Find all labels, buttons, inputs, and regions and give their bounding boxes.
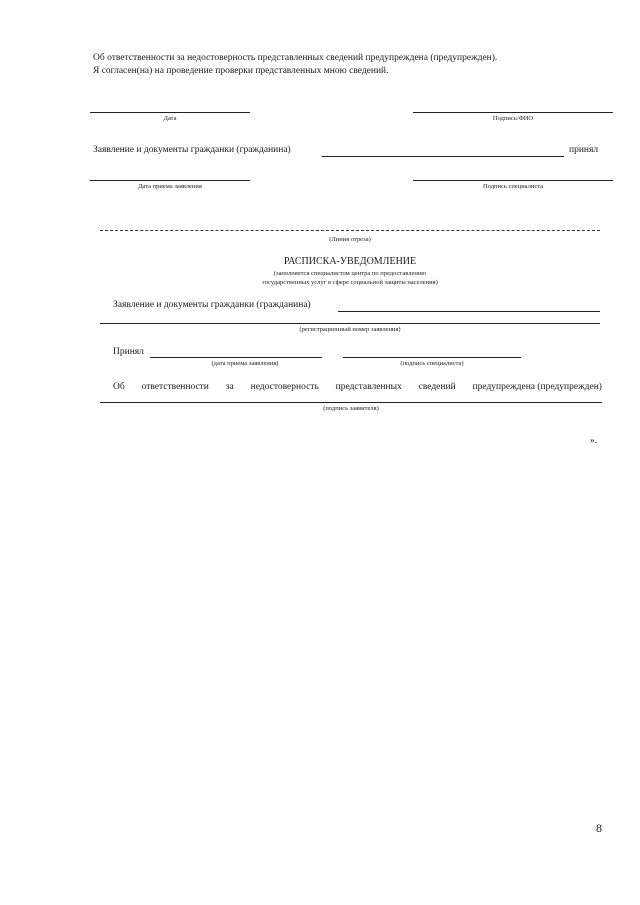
accept-date-line: [90, 180, 250, 181]
resp-word: сведений: [418, 382, 456, 392]
accept-text: Заявление и документы гражданки (гражданина): [93, 145, 291, 155]
accepted-sign-line: [343, 357, 521, 358]
receipt-title: РАСПИСКА-УВЕДОМЛЕНИЕ: [283, 256, 417, 267]
resp-word: предупреждена (предупрежден): [472, 382, 602, 392]
applicant-sign-line: [100, 402, 602, 403]
responsibility-statement: Об ответственности за недостоверность представленных сведений предупреждена (предупрежден).: [93, 53, 498, 63]
accept-date-caption: Дата приема заявления: [138, 183, 202, 190]
receipt-subtitle-1: (заполняется специалистом центра по предоставлению: [273, 270, 427, 277]
resp-word: недостоверность: [250, 382, 319, 392]
receipt-responsibility-line: [113, 382, 602, 392]
cut-caption: (Линия отреза): [329, 236, 371, 243]
applicant-sign-caption: (подпись заявителя): [323, 405, 379, 412]
accepted-label: Принял: [113, 347, 144, 357]
consent-statement: Я согласен(на) на проведение проверки представленных мною сведений.: [93, 66, 389, 76]
resp-word: ответственности: [141, 382, 209, 392]
reg-number-caption: (регистрационный номер заявления): [299, 326, 401, 333]
accept-sign-caption: Подпись специалиста: [482, 183, 544, 190]
accepted-date-line: [150, 357, 322, 358]
accept-suffix: принял: [569, 145, 599, 155]
cut-line: [100, 230, 600, 231]
signature-caption: Подпись/ФИО: [492, 115, 534, 122]
date-line: [90, 112, 250, 113]
accepted-sign-caption: (подпись специалиста): [400, 360, 464, 367]
receipt-text: Заявление и документы гражданки (гражданина): [113, 300, 311, 310]
signature-line: [413, 112, 613, 113]
resp-word: Об: [113, 382, 125, 392]
accept-sign-line: [413, 180, 613, 181]
accepted-date-caption: (дата приема заявления): [211, 360, 279, 367]
receipt-applicant-line: [338, 311, 600, 312]
receipt-subtitle-2: государственных услуг в сфере социальной защиты населения): [262, 279, 438, 286]
date-caption: Дата: [163, 115, 177, 122]
closing-quote: ».: [590, 436, 598, 446]
accept-applicant-line: [322, 156, 564, 157]
page-number: 8: [596, 821, 602, 835]
resp-word: представленных: [335, 382, 402, 392]
reg-number-line: [100, 323, 600, 324]
resp-word: за: [225, 382, 234, 392]
